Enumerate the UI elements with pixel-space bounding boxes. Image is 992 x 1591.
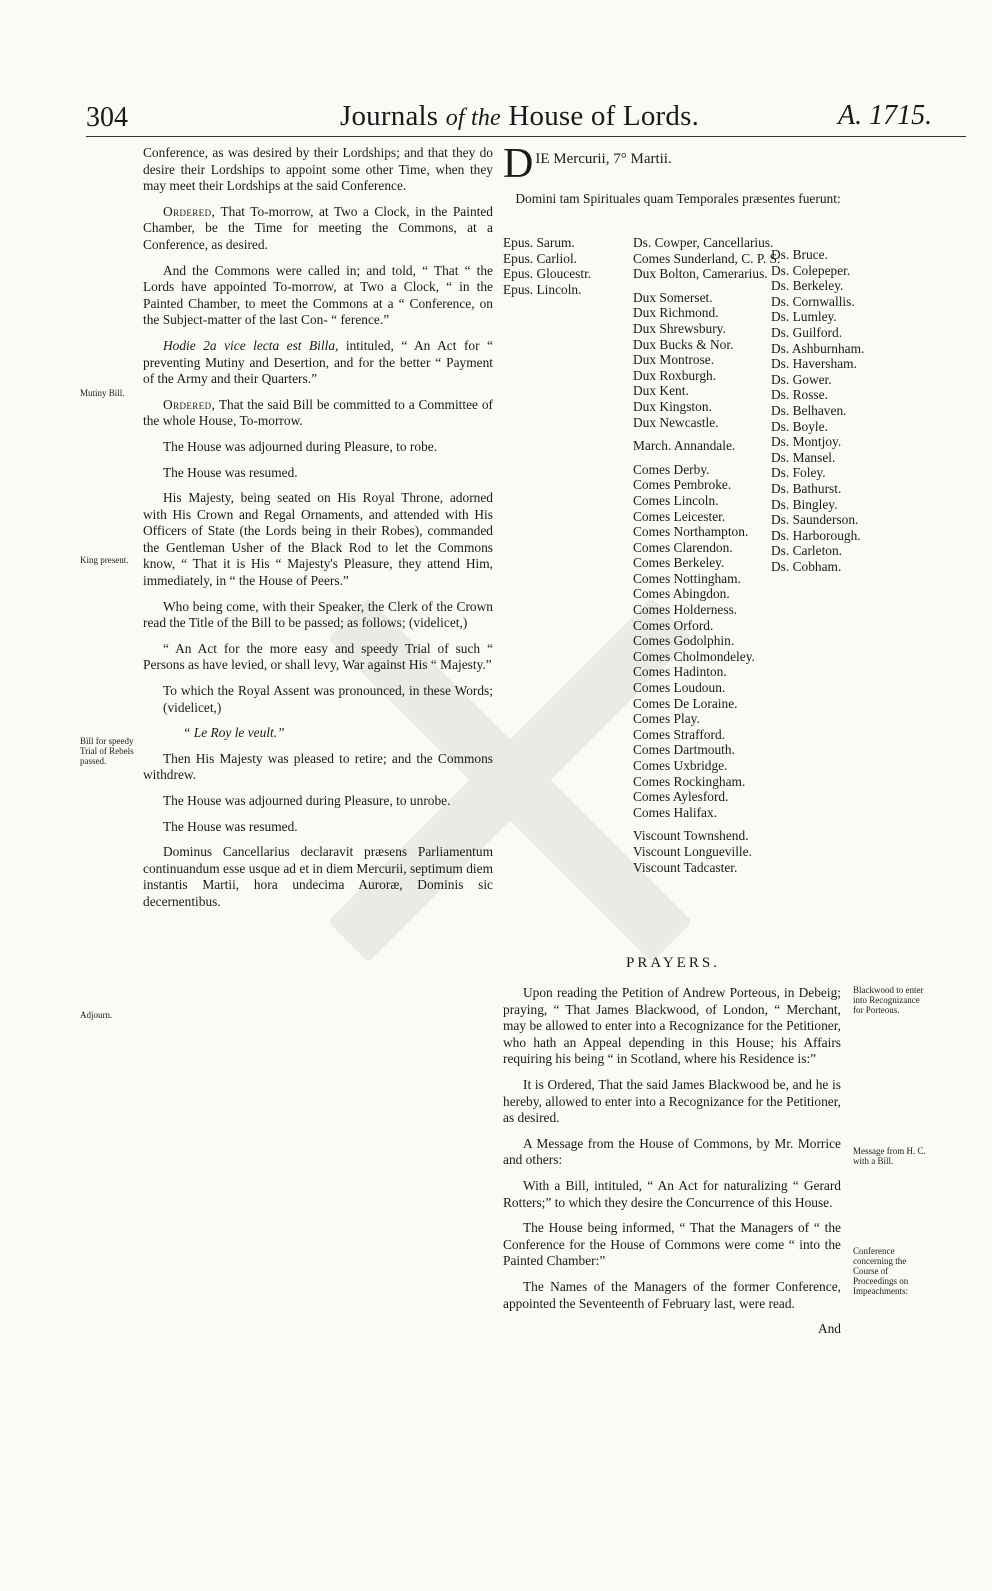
list-item: Comes Play. — [633, 711, 700, 727]
list-item: Viscount Townshend. — [633, 828, 749, 844]
title-house: House of Lords. — [508, 100, 700, 132]
sitting-heading — [503, 141, 853, 217]
paragraph: A Message from the House of Commons, by Mr. Morrice and others: — [503, 1135, 841, 1168]
list-item: Comes Cholmondeley. — [633, 648, 755, 664]
list-item: Comes Sunderland, C. P. S. — [633, 250, 781, 266]
margin-note: Message from H. C. with a Bill. — [853, 1146, 926, 1166]
sitting-date: IE Mercurii, 7° Martii. — [535, 151, 672, 167]
list-item: Ds. Guilford. — [771, 324, 843, 340]
list-item: Comes Uxbridge. — [633, 758, 728, 773]
paragraph: Conference, as was desired by their Lordships; and that they do desire their Lordships to appoint some other Time, when they may meet their Lordships at the said Conference. — [143, 145, 493, 194]
list-item: Dux Kingston. — [633, 398, 712, 414]
list-item: Dux Newcastle. — [633, 414, 719, 430]
list-item: Ds. Haversham. — [771, 356, 857, 372]
peers-list — [633, 235, 781, 875]
list-item: Ds. Saunderson. — [771, 512, 859, 528]
paragraph: The House was resumed. — [163, 818, 298, 834]
list-item: Comes Lincoln. — [633, 492, 719, 508]
mutiny-paragraph — [143, 338, 493, 388]
list-item: Ds. Berkeley. — [771, 278, 844, 294]
paragraph: And the Commons were called in; and told, “ That “ the Lords have appointed To-morrow, at Two a Clock, “ in the Painted Chamber, to meet the Commons at a “ Conference, on the Subject-matter of the last Con- “ ference.” — [143, 262, 493, 328]
list-item: Comes Berkeley. — [633, 555, 725, 571]
list-item: Comes Orford. — [633, 617, 714, 633]
list-item: Comes Aylesford. — [633, 789, 729, 805]
list-item: Ds. Carleton. — [771, 543, 843, 559]
list-item: Ds. Gower. — [771, 371, 832, 387]
list-item: Epus. Gloucestr. — [503, 266, 592, 282]
margin-note: Conference concerning the Course of Proceedings on Impeachments: — [853, 1246, 909, 1296]
paragraph: The House being informed, “ That the Managers of “ the Conference for the House of Commons were come “ into the Painted Chamber:” — [503, 1220, 841, 1269]
list-item: Dux Bucks & Nor. — [633, 336, 734, 352]
barons-list — [771, 247, 881, 574]
ordered-lead: Ordered, — [163, 396, 216, 412]
list-item: Comes Northampton. — [633, 524, 749, 540]
list-item: Comes Hadinton. — [633, 664, 727, 680]
paragraph: His Majesty, being seated on His Royal Throne, adorned with His Crown and Regal Ornaments, and attended with His Officers of State (the Lords being in their Robes), commanded the Gentleman Usher of the Black Rod to let the Commons know, “ That it is His “ Majesty's Pleasure, they attend Him, immediately, in “ the House of Peers.” — [143, 490, 493, 589]
list-item: Comes Derby. — [633, 461, 710, 477]
list-item: Ds. Rosse. — [771, 387, 828, 403]
latin-phrase: Hodie 2a vice lecta est Billa, — [163, 337, 339, 353]
list-item: Epus. Lincoln. — [503, 281, 582, 297]
list-gap — [633, 430, 768, 438]
list-item: Dux Somerset. — [633, 289, 713, 305]
paragraph: Dominus Cancellarius declaravit præsens Parliamentum continuandum esse usque ad et in diem Mercurii, septimum diem instantis Martii, hora undecima Auroræ, Dominis sic decernentibus. — [143, 844, 493, 909]
running-title — [340, 100, 699, 133]
list-item: Comes Leicester. — [633, 508, 726, 524]
list-gap — [633, 454, 768, 462]
list-item: Comes Halifax. — [633, 804, 718, 820]
list-item: Ds. Colepeper. — [771, 262, 851, 278]
right-column-lower — [503, 985, 841, 1347]
list-gap — [633, 820, 768, 828]
list-item: March. Annandale. — [633, 438, 736, 454]
paragraph: To which the Royal Assent was pronounced, in these Words; (videlicet,) — [163, 683, 493, 715]
list-item: Epus. Carliol. — [503, 250, 578, 266]
present-line: Domini tam Spirituales quam Temporales præsentes fuerunt: — [515, 191, 841, 206]
margin-note: Mutiny Bill. — [80, 388, 125, 398]
list-item: Dux Richmond. — [633, 305, 719, 321]
list-item: Viscount Tadcaster. — [633, 859, 738, 875]
list-item: Dux Roxburgh. — [633, 367, 717, 383]
paragraph-text: That the said Bill be committed to a Committee of the whole House, To-morrow. — [143, 396, 494, 429]
page-number: 304 — [86, 102, 128, 133]
list-item: Viscount Longueville. — [633, 843, 752, 859]
list-item: Ds. Cobham. — [771, 558, 842, 574]
paragraph: The House was resumed. — [163, 464, 298, 480]
list-item: Comes Clarendon. — [633, 539, 733, 555]
margin-note: Blackwood to enter into Recognizance for Porteous. — [853, 985, 924, 1015]
paragraph: With a Bill, intituled, “ An Act for naturalizing “ Gerard Rotters;” to which they desire the Concurrence of this House. — [503, 1177, 841, 1210]
list-item: Ds. Cornwallis. — [771, 293, 855, 309]
margin-note: Bill for speedy Trial of Rebels passed. — [80, 736, 134, 766]
list-item: Comes Godolphin. — [633, 633, 735, 649]
list-item: Comes De Loraine. — [633, 695, 738, 711]
paragraph: The Names of the Managers of the former Conference, appointed the Seventeenth of February last, were read. — [503, 1278, 841, 1311]
paragraph: Who being come, with their Speaker, the Clerk of the Crown read the Title of the Bill to be passed; as follows; (videlicet,) — [143, 598, 493, 631]
list-item: Ds. Montjoy. — [771, 434, 842, 450]
list-item: Comes Strafford. — [633, 726, 725, 742]
list-item: Ds. Foley. — [771, 465, 826, 481]
list-item: Dux Kent. — [633, 383, 689, 399]
list-item: Ds. Mansel. — [771, 449, 836, 465]
list-item: Ds. Cowper, Cancellarius. — [633, 235, 774, 250]
list-item: Ds. Bingley. — [771, 496, 838, 512]
ordered-paragraph — [143, 204, 493, 254]
list-item: Ds. Harborough. — [771, 527, 861, 543]
list-item: Comes Holderness. — [633, 602, 738, 618]
paragraph-text: That To-morrow, at Two a Clock, in the Painted Chamber, be the Time for meeting the Commons, at a Conference, as desired. — [143, 203, 493, 252]
list-item: Comes Pembroke. — [633, 477, 732, 493]
list-item: Ds. Ashburnham. — [771, 340, 865, 356]
list-item: Comes Rockingham. — [633, 773, 746, 789]
bishops-list — [503, 235, 633, 297]
list-gap — [633, 282, 768, 290]
header-rule — [86, 136, 966, 137]
paragraph: The House was adjourned during Pleasure, to unrobe. — [163, 793, 451, 808]
paragraph: It is Ordered, That the said James Blackwood be, and he is hereby, allowed to enter into a Recognizance for the Petitioner, as desired. — [503, 1076, 841, 1126]
list-item: Dux Montrose. — [633, 352, 715, 368]
list-item: Ds. Bathurst. — [771, 480, 842, 496]
paragraph: Upon reading the Petition of Andrew Porteous, in Debeig; praying, “ That James Blackwood, of London, “ Merchant, may be allowed to enter into a Recognizance for the Petitioner, who hath an Appeal depending in this House; his Affairs requiring his being “ in Scotland, where his Residence is:” — [503, 985, 841, 1067]
list-item: Comes Abingdon. — [633, 586, 730, 602]
ordered-lead: Ordered, — [163, 203, 216, 219]
ordered-paragraph — [143, 397, 493, 430]
left-column — [143, 145, 493, 920]
margin-note: King present. — [80, 555, 129, 565]
list-item: Comes Loudoun. — [633, 680, 726, 696]
list-item: Dux Shrewsbury. — [633, 320, 726, 336]
catchword: And — [817, 1321, 841, 1337]
paragraph: “ An Act for the more easy and speedy Trial of such “ Persons as have levied, or shall levy, War against His “ Majesty.” — [143, 640, 493, 673]
list-item: Ds. Boyle. — [771, 418, 828, 434]
royal-assent: “ Le Roy le veult.” — [183, 725, 285, 741]
list-item: Ds. Bruce. — [771, 247, 828, 262]
list-item: Comes Nottingham. — [633, 570, 741, 586]
paragraph: Then His Majesty was pleased to retire; and the Commons withdrew. — [143, 750, 493, 783]
margin-note: Adjourn. — [80, 1010, 113, 1020]
drop-cap: D — [503, 141, 534, 187]
title-journals: Journals — [340, 100, 439, 132]
prayers-heading: PRAYERS. — [626, 955, 720, 971]
title-of-the: of the — [445, 105, 501, 131]
list-item: Dux Bolton, Camerarius. — [633, 266, 768, 282]
list-item: Epus. Sarum. — [503, 235, 575, 250]
list-item: Ds. Belhaven. — [771, 402, 847, 418]
list-item: Comes Dartmouth. — [633, 742, 735, 758]
paragraph: The House was adjourned during Pleasure, to robe. — [163, 438, 438, 454]
list-item: Ds. Lumley. — [771, 309, 837, 325]
paragraph-text: intituled, “ An Act for “ preventing Mutiny and Desertion, and for the better “ Payment of the Army and their Quarters.” — [143, 337, 493, 387]
year: A. 1715. — [838, 100, 933, 131]
